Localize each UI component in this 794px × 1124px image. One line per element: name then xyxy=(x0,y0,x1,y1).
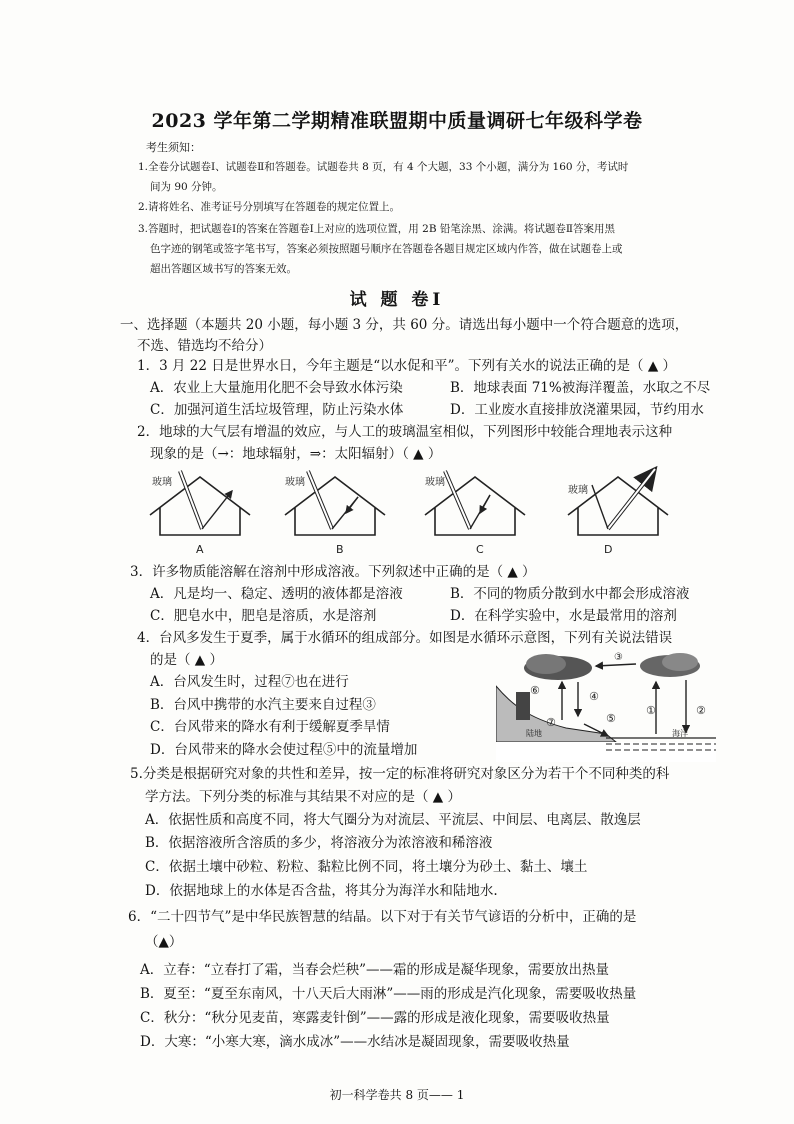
question-6-option-c: C．秋分：“秋分见麦苗，寒露麦针倒”——露的形成是液化现象，需要吸收热量 xyxy=(140,1010,610,1026)
question-5-stem: 学方法。下列分类的标准与其结果不对应的是（ ▲ ） xyxy=(145,789,461,805)
greenhouse-figure-d xyxy=(568,469,668,535)
question-1-option-b: B．地球表面 71%被海洋覆盖，水取之不尽 xyxy=(450,380,711,396)
exam-title: 2023 学年第二学期精准联盟期中质量调研七年级科学卷 xyxy=(151,110,643,132)
question-2-stem: 2．地球的大气层有增温的效应，与人工的玻璃温室相似，下列图形中较能合理地表示这种 xyxy=(137,424,673,440)
question-4-option-c: C．台风带来的降水有利于缓解夏季旱情 xyxy=(150,719,390,735)
question-5-option-d: D．依据地球上的水体是否含盐，将其分为海洋水和陆地水. xyxy=(145,883,498,899)
notice-line: 2.请将姓名、准考证号分别填写在答题卷的规定位置上。 xyxy=(138,201,401,213)
page-footer: 初一科学卷共 8 页—— 1 xyxy=(329,1088,465,1102)
process-4-label: ④ xyxy=(589,690,599,703)
figure-label-b: B xyxy=(336,543,344,556)
question-4-option-b: B．台风中携带的水汽主要来自过程③ xyxy=(150,697,376,713)
section-title: 试 题 卷Ⅰ xyxy=(349,290,445,310)
question-1-option-d: D．工业废水直接排放浇灌果园，节约用水 xyxy=(450,402,704,418)
question-5-option-b: B．依据溶液所含溶质的多少，将溶液分为浓溶液和稀溶液 xyxy=(145,835,493,851)
question-1-option-c: C．加强河道生活垃圾管理，防止污染水体 xyxy=(150,402,404,418)
process-6-label: ⑥ xyxy=(530,684,540,697)
question-3-option-d: D．在科学实验中，水是最常用的溶剂 xyxy=(450,608,677,624)
question-3-option-c: C．肥皂水中，肥皂是溶质，水是溶剂 xyxy=(150,608,377,624)
greenhouse-figure-a xyxy=(150,471,250,535)
land-label: 陆地 xyxy=(526,729,542,738)
question-6-stem: （▲） xyxy=(145,934,183,950)
question-6-option-d: D．大寒：“小寒大寒，滴水成冰”——水结冰是凝固现象，需要吸收热量 xyxy=(140,1034,570,1050)
question-1-stem: 1．3 月 22 日是世界水日，今年主题是“以水促和平”。下列有关水的说法正确的是（ ▲ ） xyxy=(137,358,676,374)
sea-label: 海洋 xyxy=(672,729,688,738)
notice-line: 3.答题时，把试题卷Ⅰ的答案在答题卷Ⅰ上对应的选项位置，用 2B 铅笔涂黑、涂满。将试题卷Ⅱ答案用黑 xyxy=(138,223,616,235)
question-6-option-a: A．立春：“立春打了霜，当春会烂秧”——霜的形成是凝华现象，需要放出热量 xyxy=(140,962,610,978)
question-3-option-b: B．不同的物质分散到水中都会形成溶液 xyxy=(450,586,690,602)
greenhouse-figure-b xyxy=(285,471,385,535)
question-6-option-b: B．夏至：“夏至东南风，十八天后大雨淋”——雨的形成是汽化现象，需要吸收热量 xyxy=(140,986,637,1002)
question-5-stem: 5.分类是根据研究对象的共性和差异，按一定的标准将研究对象区分为若干个不同种类的科 xyxy=(130,766,670,782)
greenhouse-figures xyxy=(140,465,680,557)
notice-line: 色字迹的钢笔或签字笔书写，答案必须按照题号顺序在答题卷各题目规定区域内作答，做在试题卷上或 xyxy=(150,243,623,255)
glass-label: 玻璃 xyxy=(425,477,445,488)
process-7-label: ⑦ xyxy=(546,716,556,729)
process-2-label: ② xyxy=(696,704,706,717)
question-4-option-d: D．台风带来的降水会使过程⑤中的流量增加 xyxy=(150,742,418,758)
question-5-option-c: C．依据土壤中砂粒、粉粒、黏粒比例不同，将土壤分为砂土、黏土、壤土 xyxy=(145,859,588,875)
process-1-label: ① xyxy=(646,704,656,717)
section-intro: 一、选择题（本题共 20 小题，每小题 3 分，共 60 分。请选出每小题中一个符合题意的选项， xyxy=(120,317,689,333)
question-2-stem: 现象的是（→：地球辐射，⇒：太阳辐射）（ ▲ ） xyxy=(150,446,442,462)
question-4-option-a: A．台风发生时，过程⑦也在进行 xyxy=(150,674,349,690)
figure-label-a: A xyxy=(196,543,204,556)
figure-label-c: C xyxy=(476,543,484,556)
glass-label: 玻璃 xyxy=(568,485,588,496)
glass-label: 玻璃 xyxy=(152,477,172,488)
figure-label-d: D xyxy=(604,543,613,556)
question-6-stem: 6．“二十四节气”是中华民族智慧的结晶。以下对于有关节气谚语的分析中，正确的是 xyxy=(128,909,637,925)
question-4-stem: 的是（ ▲ ） xyxy=(150,652,223,668)
water-cycle-diagram xyxy=(496,650,716,762)
question-3-option-a: A．凡是均一、稳定、透明的液体都是溶液 xyxy=(150,586,403,602)
question-3-stem: 3．许多物质能溶解在溶剂中形成溶液。下列叙述中正确的是（ ▲ ） xyxy=(130,564,536,580)
glass-label: 玻璃 xyxy=(285,477,305,488)
question-5-option-a: A．依据性质和高度不同，将大气圈分为对流层、平流层、中间层、电离层、散逸层 xyxy=(145,812,641,828)
greenhouse-figure-c xyxy=(425,471,525,535)
notice-heading: 考生须知： xyxy=(146,141,201,154)
process-3-label: ③ xyxy=(614,652,623,663)
section-intro: 不选、错选均不给分） xyxy=(137,338,272,354)
process-5-label: ⑤ xyxy=(606,712,616,725)
notice-line: 1.全卷分试题卷Ⅰ、试题卷Ⅱ和答题卷。试题卷共 8 页，有 4 个大题，33 个小题，满分为 160 分，考试时 xyxy=(138,161,629,173)
question-4-stem: 4．台风多发生于夏季，属于水循环的组成部分。如图是水循环示意图，下列有关说法错误 xyxy=(137,630,673,646)
notice-line: 超出答题区域书写的答案无效。 xyxy=(150,263,297,275)
question-1-option-a: A．农业上大量施用化肥不会导致水体污染 xyxy=(150,380,403,396)
notice-line: 间为 90 分钟。 xyxy=(150,181,223,193)
